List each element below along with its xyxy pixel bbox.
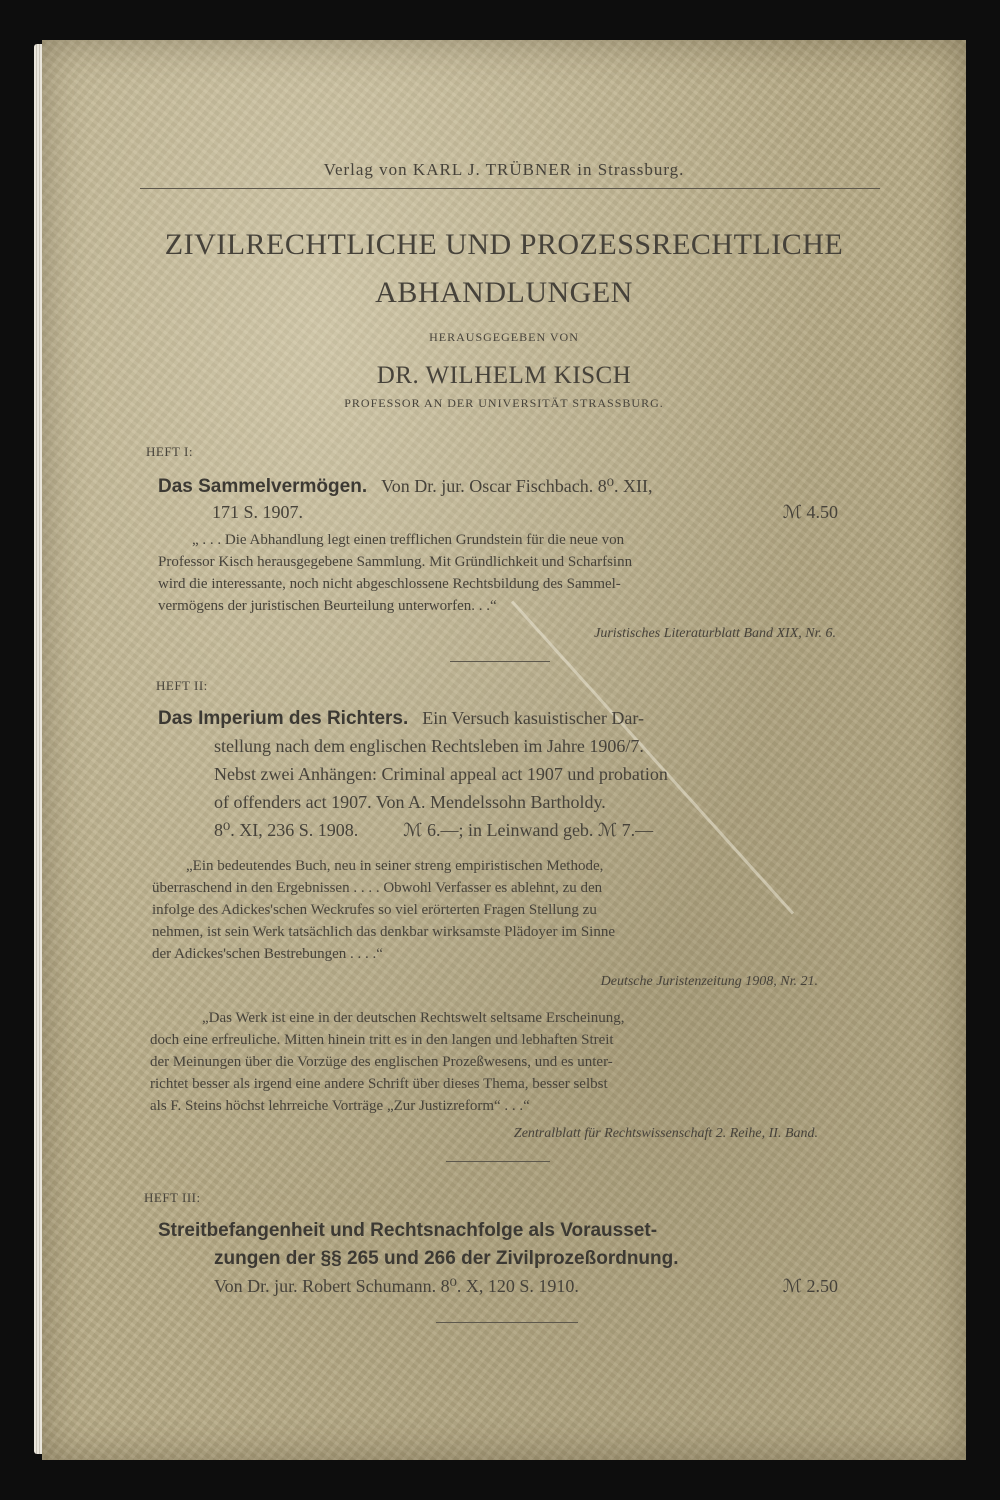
heft-1-label: HEFT I: [146, 444, 193, 459]
heft-2-subtitle: Ein Versuch kasuistischer Dar- [422, 708, 645, 728]
header-rule [140, 188, 880, 189]
publisher-line: Verlag von KARL J. TRÜBNER in Strassburg. [323, 160, 685, 179]
heft-2-quote-1-line: nehmen, ist sein Werk tatsächlich das denkbar wirksamste Plädoyer im Sinne [152, 924, 615, 940]
heft-2-quote-1-line: der Adickes'schen Bestrebungen . . . .“ [152, 946, 383, 962]
heft-2-quote-2-line: „Das Werk ist eine in der deutschen Rechtswelt seltsame Erscheinung, [202, 1010, 625, 1026]
heft-1-quote-line: vermögens der juristischen Beurteilung unterworfen. . .“ [158, 598, 497, 614]
heft-2-quote-2-line: richtet besser als irgend eine andere Schrift über dieses Thema, besser selbst [150, 1076, 608, 1092]
heft-3-byline: Von Dr. jur. Robert Schumann. 8⁰. X, 120 S. 1910. [214, 1276, 579, 1296]
heft-2-source-2: Zentralblatt für Rechtswissenschaft 2. Reihe, II. Band. [513, 1126, 818, 1141]
heft-2-detail-line: Nebst zwei Anhängen: Criminal appeal act 1907 und probation [214, 764, 668, 784]
heft-2-entry [158, 708, 838, 730]
heft-1-source: Juristisches Literaturblatt Band XIX, Nr. 6. [594, 626, 836, 641]
heft-2-quote-1-line: überraschend in den Ergebnissen . . . . Obwohl Verfasser es ablehnt, zu den [152, 880, 603, 896]
section-divider [446, 1161, 550, 1162]
heft-2-quote-1-line: „Ein bedeutendes Buch, neu in seiner streng empiristischen Methode, [186, 858, 604, 874]
heft-3-title-line-2: zungen der §§ 265 und 266 der Zivilprozeßordnung. [214, 1248, 679, 1269]
heft-1-byline: Von Dr. jur. Oscar Fischbach. 8⁰. XII, [381, 476, 653, 496]
heft-1-quote-line: Professor Kisch herausgegebene Sammlung. Mit Gründlichkeit und Scharfsinn [158, 554, 633, 570]
series-title-line-1: ZIVILRECHTLICHE UND PROZESSRECHTLICHE [164, 228, 844, 261]
editor-title: PROFESSOR AN DER UNIVERSITÄT STRASSBURG. [344, 396, 664, 410]
heft-1-quote-line: „ . . . Die Abhandlung legt einen trefflichen Grundstein für die neue von [192, 532, 625, 548]
heft-2-detail-line: of offenders act 1907. Von A. Mendelssohn Bartholdy. [214, 792, 606, 812]
heft-2-source-1: Deutsche Juristenzeitung 1908, Nr. 21. [600, 974, 818, 989]
heft-3-price: ℳ 2.50 [782, 1276, 838, 1296]
editor-name: DR. WILHELM KISCH [376, 362, 632, 389]
heft-1-entry [158, 476, 838, 498]
heft-2-quote-1-line: infolge des Adickes'schen Weckrufes so viel erörterten Fragen Stellung zu [152, 902, 597, 918]
heft-2-quote-2-line: doch eine erfreuliche. Mitten hinein tritt es in den langen und lebhaften Streit [150, 1032, 614, 1048]
heft-1-quote-line: wird die interessante, noch nicht abgeschlossene Rechtsbildung des Sammel- [158, 576, 621, 592]
series-title-line-2: ABHANDLUNGEN [375, 276, 633, 309]
heft-1-title: Das Sammelvermögen. [158, 476, 368, 497]
editor-label: HERAUSGEGEBEN VON [429, 330, 579, 344]
heft-2-quote-2-line: als F. Steins höchst lehrreiche Vorträge „Zur Justizreform“ . . .“ [150, 1098, 530, 1114]
heft-3-label: HEFT III: [144, 1190, 201, 1205]
heft-1-price: ℳ 4.50 [782, 502, 838, 522]
section-divider [450, 661, 550, 662]
heft-3-title-line-1: Streitbefangenheit und Rechtsnachfolge als Vorausset- [158, 1220, 658, 1241]
heft-2-detail-line: stellung nach dem englischen Rechtsleben im Jahre 1906/7. [214, 736, 644, 756]
heft-2-price-line: 8⁰. XI, 236 S. 1908. ℳ 6.—; in Leinwand geb. ℳ 7.— [214, 820, 654, 840]
heft-1-pages: 171 S. 1907. [212, 502, 304, 522]
heft-2-label: HEFT II: [156, 678, 208, 693]
section-divider [436, 1322, 578, 1323]
heft-2-title: Das Imperium des Richters. [158, 708, 409, 729]
book-back-cover [42, 40, 966, 1460]
heft-2-quote-2-line: der Meinungen über die Vorzüge des englischen Prozeßwesens, und es unter- [150, 1054, 613, 1070]
